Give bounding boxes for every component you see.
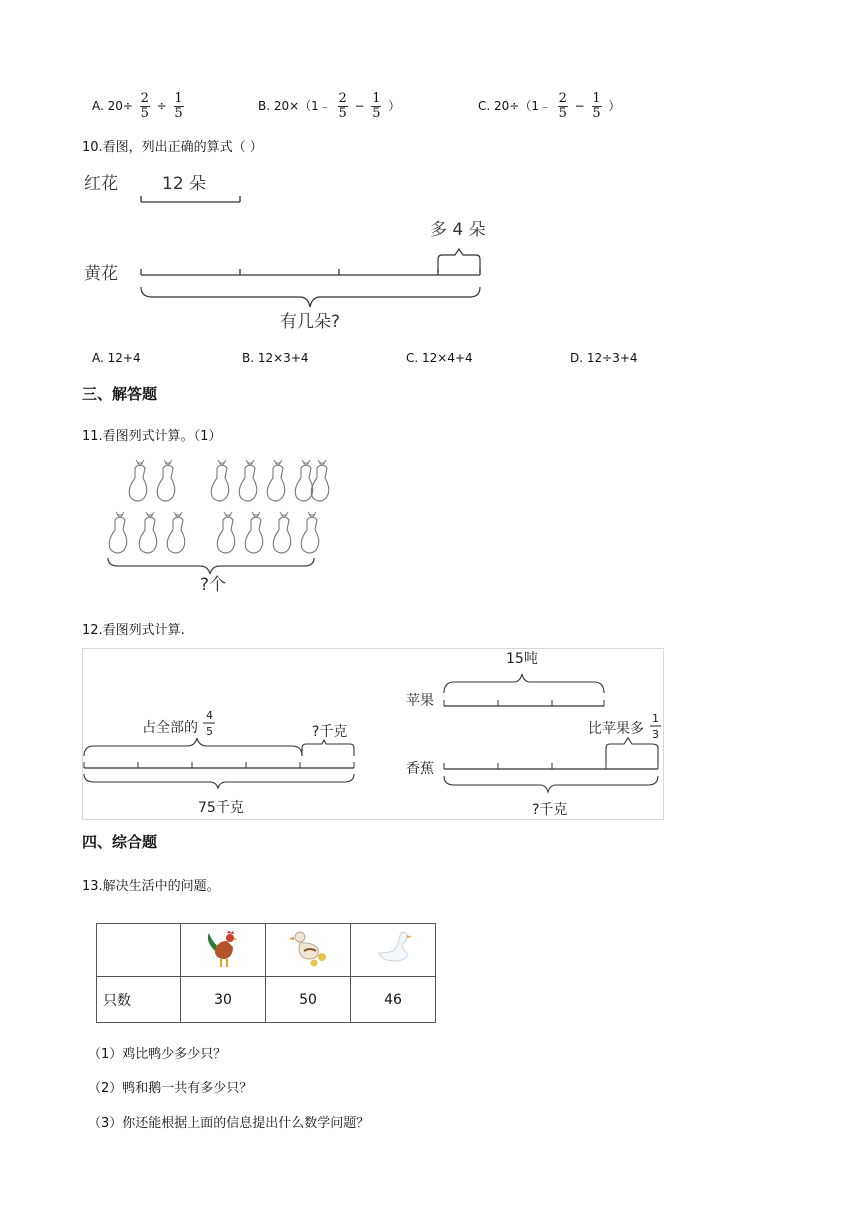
- svg-text:4: 4: [206, 709, 213, 722]
- left-unknown: ?千克: [312, 724, 348, 740]
- red-flower-label: 红花: [84, 174, 118, 194]
- q13-subquestion-1: （1）鸡比鸭少多少只？: [88, 1047, 227, 1062]
- red-flower-count: 12 朵: [162, 174, 207, 194]
- q13-subquestion-3: （3）你还能根据上面的信息提出什么数学问题？: [88, 1116, 370, 1131]
- part-brace: [84, 738, 302, 756]
- operator: −: [354, 99, 365, 113]
- q10-option-a: A. 12+4: [92, 351, 141, 365]
- left-total: 75千克: [198, 800, 244, 816]
- section-heading: 四、综合题: [82, 833, 158, 851]
- fraction: $\frac{1}{5}$: [592, 91, 601, 121]
- svg-text:5: 5: [206, 725, 213, 738]
- q9-option-b: B. 20×（1﹣ $\frac{2}{5}$ − $\frac{1}{5}$ ）: [258, 91, 401, 121]
- q11-question: 11.看图列式计算。（1）: [82, 429, 222, 444]
- part-label: 占全部的: [142, 720, 198, 736]
- q12-diagrams: [82, 648, 664, 820]
- svg-text:1: 1: [652, 712, 659, 725]
- operator: ÷: [156, 99, 167, 113]
- option-label: B. 20×（1﹣: [258, 99, 331, 113]
- q10-question: 10.看图，列出正确的算式（ ）: [82, 140, 263, 155]
- row-label: 只数: [97, 977, 181, 1023]
- fraction: $\frac{2}{5}$: [140, 91, 149, 121]
- more-label: 多 4 朵: [430, 220, 486, 240]
- q13-question: 13.解决生活中的问题。: [82, 879, 220, 894]
- rooster-icon: [203, 927, 243, 969]
- apple-label: 苹果: [406, 693, 434, 709]
- more-brace: [438, 249, 480, 272]
- q10-option-c: C. 12×4+4: [406, 351, 473, 365]
- rooster-count: 30: [181, 977, 266, 1023]
- q10-diagram: [80, 165, 500, 337]
- section-heading: 三、解答题: [82, 385, 158, 403]
- duck-icon: [286, 927, 330, 969]
- apple-total: 15吨: [506, 651, 538, 667]
- q10-option-d: D. 12÷3+4: [570, 351, 638, 365]
- eggplant-picture: [100, 458, 340, 598]
- q9-option-a: [92, 92, 187, 121]
- rooster-cell: [181, 924, 266, 977]
- goose-icon: [371, 927, 415, 969]
- fraction: $\frac{2}{5}$: [338, 91, 347, 121]
- fraction: $\frac{2}{5}$: [558, 91, 567, 121]
- ask-label: 有几朵?: [280, 312, 341, 332]
- operator: −: [574, 99, 585, 113]
- eggplant-brace: [108, 558, 314, 574]
- total-brace: [141, 287, 480, 307]
- banana-label: 香蕉: [406, 761, 434, 777]
- more-than-apple: 比苹果多: [588, 721, 644, 737]
- option-label: C. 20÷（1﹣: [478, 99, 551, 113]
- fraction: $\frac{1}{5}$: [174, 91, 183, 121]
- svg-text:3: 3: [652, 728, 659, 741]
- q13-subquestion-2: （2）鸭和鹅一共有多少只？: [88, 1081, 253, 1096]
- yellow-flower-label: 黄花: [84, 264, 118, 284]
- eggplant-ask: ?个: [200, 575, 227, 595]
- q10-option-b: B. 12×3+4: [242, 351, 309, 365]
- duck-count: 50: [266, 977, 351, 1023]
- right-unknown: ?千克: [532, 802, 568, 818]
- q12-question: 12.看图列式计算.: [82, 623, 185, 638]
- empty-cell: [97, 924, 181, 977]
- goose-cell: [351, 924, 436, 977]
- goose-count: 46: [351, 977, 436, 1023]
- duck-cell: [266, 924, 351, 977]
- option-label: A. 20÷: [92, 99, 133, 113]
- fraction: $\frac{1}{5}$: [372, 91, 381, 121]
- q9-option-c: C. 20÷（1﹣ $\frac{2}{5}$ − $\frac{1}{5}$ ）: [478, 91, 621, 121]
- animal-table: [96, 923, 436, 1023]
